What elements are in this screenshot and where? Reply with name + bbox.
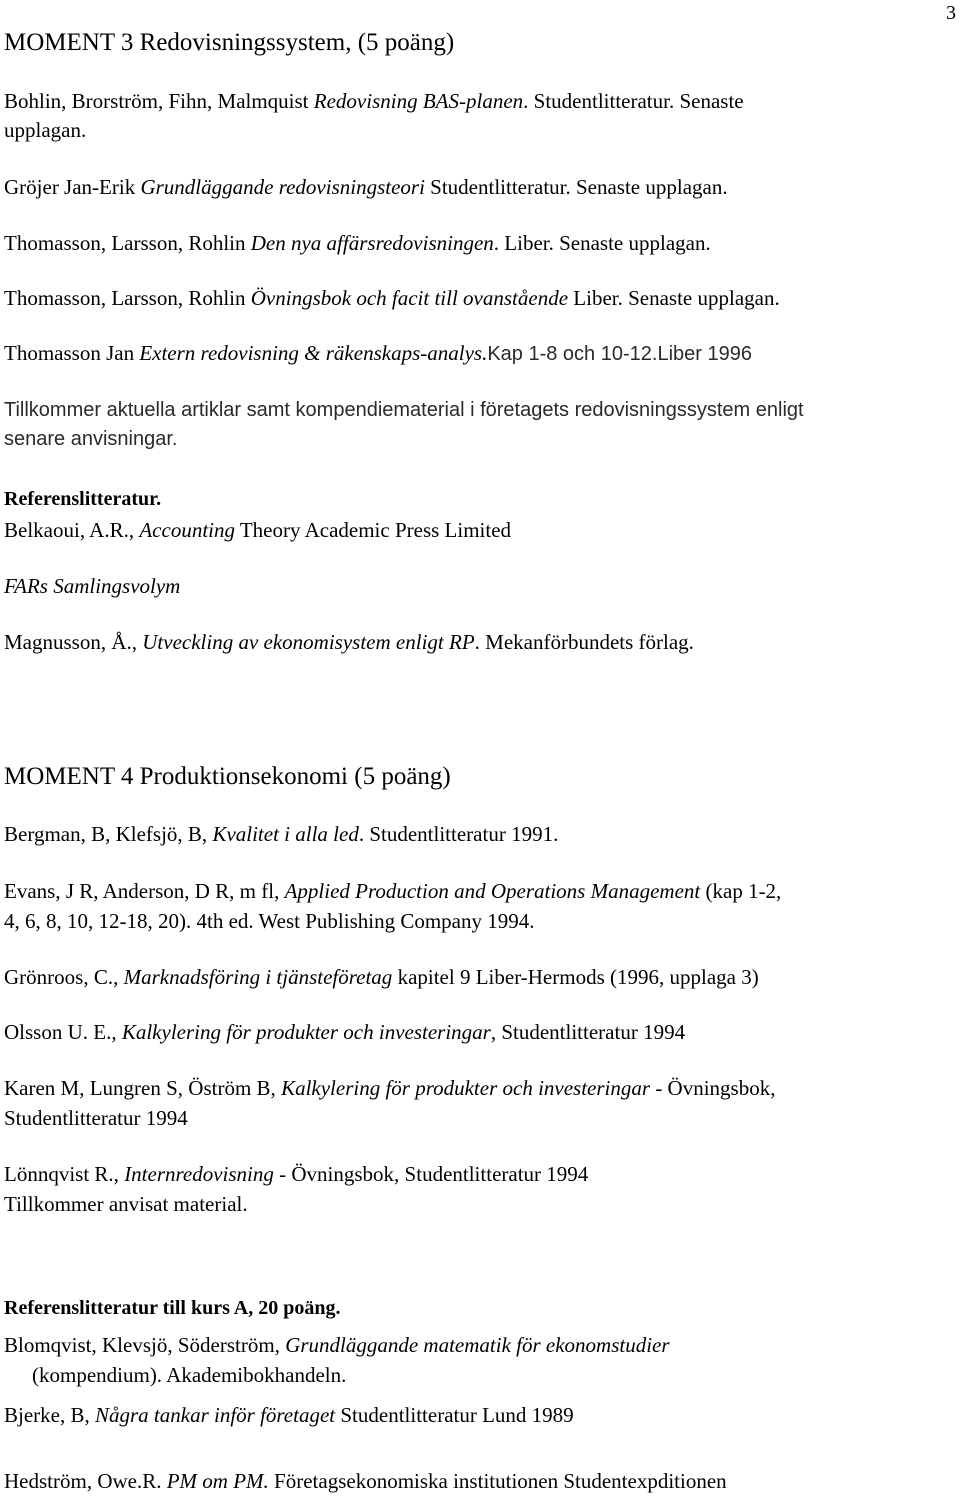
ref-authors: Hedström, Owe.R.: [4, 1469, 167, 1493]
moment3-ref1: [4, 86, 956, 116]
ref-publisher: . Studentlitteratur 1991.: [358, 822, 559, 846]
ref-title: Den nya affärsredovisningen: [250, 231, 494, 255]
ref-publisher: Liber. Senaste upplagan.: [568, 286, 780, 310]
ref-publisher: . Studentlitteratur. Senaste: [523, 89, 744, 113]
moment3-ref2: [4, 172, 956, 202]
moment4-ref5: [4, 1073, 956, 1103]
ref-title: Extern redovisning & räkenskaps-analys.: [139, 341, 488, 365]
moment3-ref7: [4, 571, 956, 601]
ref-title: Kvalitet i alla led: [212, 822, 359, 846]
ref-title: Några tankar inför företaget: [94, 1403, 336, 1427]
ref-authors: Belkaoui, A.R.,: [4, 518, 140, 542]
kursA-ref1-cont: (kompendium). Akademibokhandeln.: [32, 1363, 347, 1387]
ref-authors: Thomasson, Larsson, Rohlin: [4, 286, 251, 310]
ref-publisher: . Liber. Senaste upplagan.: [493, 231, 711, 255]
kursA-ref2: [4, 1400, 956, 1430]
ref-title: Utveckling av ekonomisystem enligt RP: [142, 630, 475, 654]
ref-authors: Bohlin, Brorström, Fihn, Malmquist: [4, 89, 314, 113]
moment4-ref5-cont: Studentlitteratur 1994: [4, 1106, 188, 1130]
moment3-ref8: [4, 627, 956, 657]
ref-title: Accounting: [139, 518, 235, 542]
moment3-note-cont: senare anvisningar.: [4, 428, 178, 450]
ref-publisher: Företagsekonomiska institutionen Studentexpditionen: [268, 1469, 727, 1493]
ref-title: Grundläggande matematik för ekonomstudier: [285, 1333, 670, 1357]
ref-publisher: , Studentlitteratur 1994: [490, 1020, 686, 1044]
ref-title: Övningsbok och facit till ovanstående: [250, 286, 569, 310]
kursA-heading: Referenslitteratur till kurs A, 20 poäng.: [4, 1297, 341, 1319]
moment3-ref5: [4, 338, 956, 369]
ref-title: Grundläggande redovisningsteori: [140, 175, 425, 199]
ref-publisher: - Övningsbok, Studentlitteratur 1994: [273, 1162, 589, 1186]
moment3-ref1-cont: upplagan.: [4, 118, 87, 142]
ref-publisher: Studentlitteratur. Senaste upplagan.: [424, 175, 728, 199]
ref-authors: Bergman, B, Klefsjö, B,: [4, 822, 213, 846]
moment4-note: Tillkommer anvisat material.: [4, 1192, 248, 1216]
ref-authors: Thomasson, Larsson, Rohlin: [4, 231, 251, 255]
ref-authors: Gröjer Jan-Erik: [4, 175, 141, 199]
moment4-ref6: [4, 1159, 956, 1189]
moment4-ref1: [4, 819, 956, 849]
moment4-ref2: [4, 876, 956, 906]
moment4-ref4: [4, 1017, 956, 1047]
moment3-heading: MOMENT 3 Redovisningssystem, (5 poäng): [4, 29, 455, 56]
ref-publisher: (kap 1-2,: [700, 879, 782, 903]
ref-title: Internredovisning: [124, 1162, 274, 1186]
kursA-ref1: [4, 1330, 956, 1360]
ref-authors: Blomqvist, Klevsjö, Söderström,: [4, 1333, 286, 1357]
ref-title: Redovisning BAS-planen: [313, 89, 524, 113]
ref-title: Kalkylering för produkter och investeringar: [281, 1076, 651, 1100]
ref-publisher: . Mekanförbundets förlag.: [474, 630, 694, 654]
ref-authors: Magnusson, Å.,: [4, 630, 143, 654]
moment3-ref6: [4, 515, 956, 545]
ref-publisher: Kap 1-8 och 10-12.Liber 1996: [487, 343, 752, 365]
ref-authors: Thomasson Jan: [4, 341, 140, 365]
ref-authors: Karen M, Lungren S, Öström B,: [4, 1076, 282, 1100]
ref-title: FARs Samlingsvolym: [4, 574, 181, 598]
page-number: 3: [946, 2, 956, 24]
kursA-ref3: [4, 1466, 956, 1496]
moment4-ref2-cont: 4, 6, 8, 10, 12-18, 20). 4th ed. West Publishing Company 1994.: [4, 909, 535, 933]
ref-authors: Grönroos, C.,: [4, 965, 124, 989]
ref-authors: Bjerke, B,: [4, 1403, 95, 1427]
ref-publisher: - Övningsbok,: [650, 1076, 776, 1100]
moment4-ref3: [4, 962, 956, 992]
ref-authors: Olsson U. E.,: [4, 1020, 122, 1044]
moment4-heading: MOMENT 4 Produktionsekonomi (5 poäng): [4, 763, 451, 790]
ref-publisher: kapitel 9 Liber-Hermods (1996, upplaga 3): [392, 965, 759, 989]
moment3-ref3: [4, 228, 956, 258]
ref-title: PM om PM.: [166, 1469, 269, 1493]
moment3-ref-heading: Referenslitteratur.: [4, 488, 162, 510]
ref-authors: Lönnqvist R.,: [4, 1162, 125, 1186]
ref-authors: Evans, J R, Anderson, D R, m fl,: [4, 879, 285, 903]
ref-title: Marknadsföring i tjänsteföretag: [123, 965, 393, 989]
ref-publisher: Studentlitteratur Lund 1989: [335, 1403, 574, 1427]
ref-title: Kalkylering för produkter och investeringar: [121, 1020, 491, 1044]
moment3-note: Tillkommer aktuella artiklar samt kompendiematerial i företagets redovisningssystem enligt: [4, 399, 804, 421]
ref-title: Applied Production and Operations Management: [284, 879, 701, 903]
ref-publisher: Theory Academic Press Limited: [234, 518, 512, 542]
moment3-ref4: [4, 283, 956, 313]
